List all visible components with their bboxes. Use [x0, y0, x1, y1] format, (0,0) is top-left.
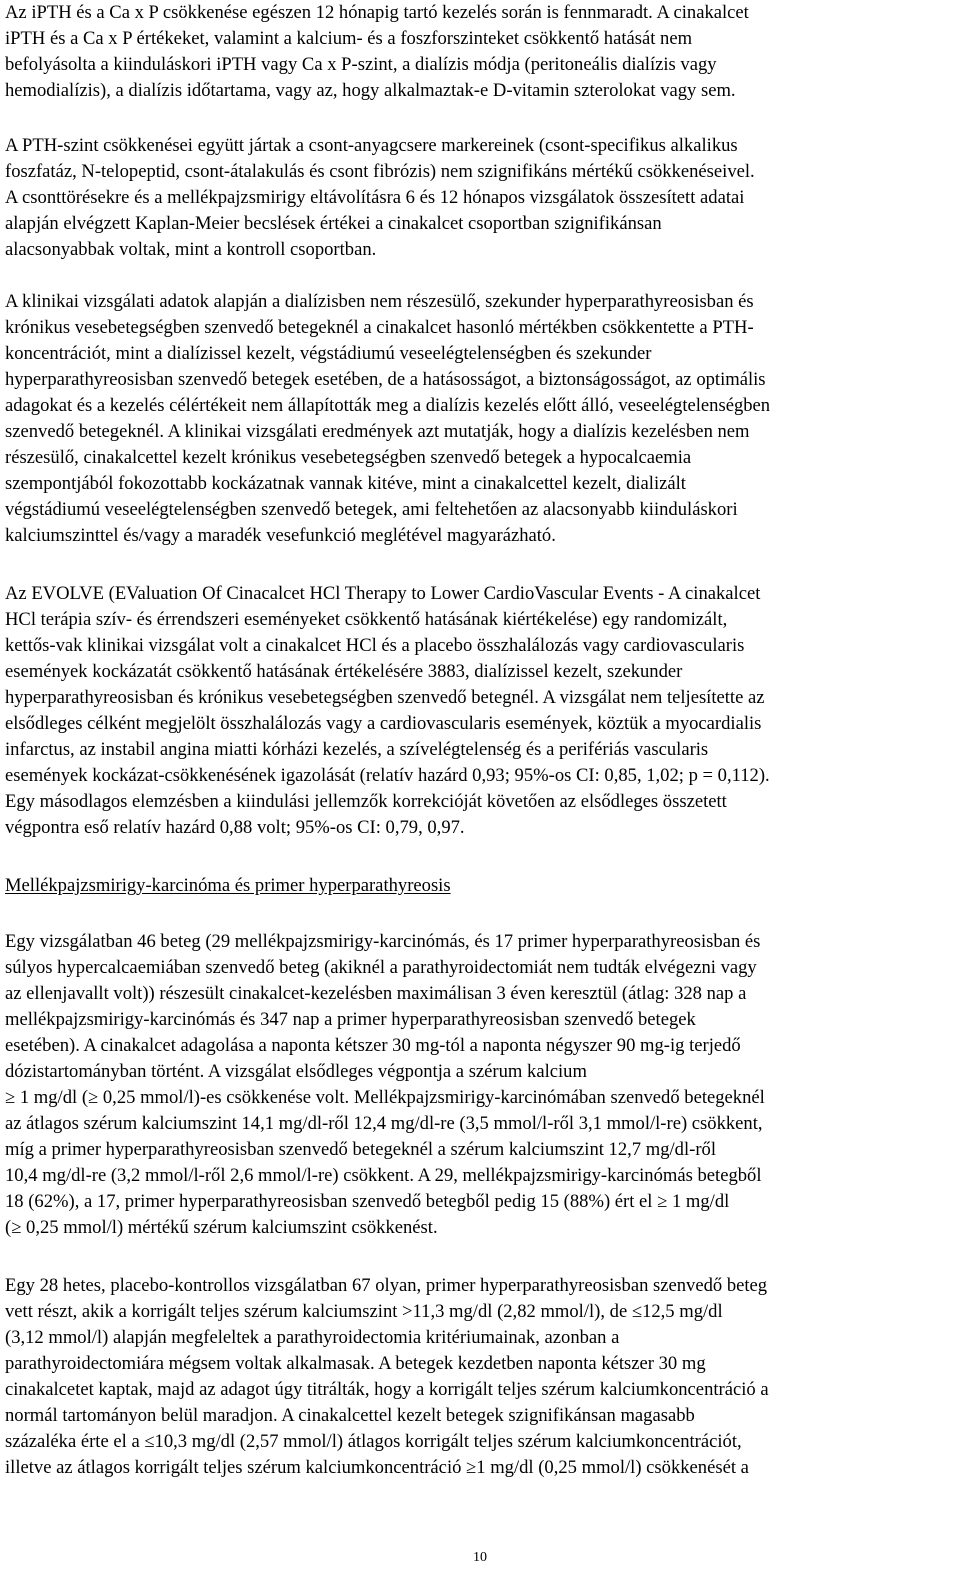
paragraph-2-line-2: foszfatáz, N-telopeptid, csont-átalakulás és csont fibrózis) nem szignifikáns mértékű csökkenéseivel.	[5, 161, 755, 182]
paragraph-3-line-8: szempontjából fokozottabb kockázatnak vannak kitéve, mint a cinakalcettel kezelt, dializált	[5, 473, 686, 494]
paragraph-6-line-1: Egy 28 hetes, placebo-kontrollos vizsgálatban 67 olyan, primer hyperparathyreosisban szenvedő beteg	[5, 1275, 768, 1296]
paragraph-1-line-1: Az iPTH és a Ca x P csökkenése egészen 12 hónapig tartó kezelés során is fennmaradt. A cinakalcet	[5, 2, 749, 23]
paragraph-6-line-5: cinakalcetet kaptak, majd az adagot úgy titrálták, hogy a korrigált teljes szérum kalciumkoncentráció a	[5, 1379, 769, 1400]
paragraph-4-line-2: HCl terápia szív- és érrendszeri eseményeket csökkentő hatásának kiértékelése) egy randomizált,	[5, 609, 728, 630]
paragraph-3-line-3: koncentrációt, mint a dialízissel kezelt, végstádiumú veseelégtelenségben és szekunder	[5, 343, 652, 364]
paragraph-4-line-7: infarctus, az instabil angina miatti kórházi kezelés, a szívelégtelenség és a perifériás vascularis	[5, 739, 709, 760]
paragraph-5-line-8: az átlagos szérum kalciumszint 14,1 mg/dl-ről 12,4 mg/dl-re (3,5 mmol/l-ről 3,1 mmol/l-re) csökkent,	[5, 1113, 763, 1134]
paragraph-5-line-5: esetében). A cinakalcet adagolása a naponta kétszer 30 mg-tól a naponta négyszer 90 mg-ig terjedő	[5, 1035, 741, 1056]
paragraph-2-line-5: alacsonyabbak voltak, mint a kontroll csoportban.	[5, 239, 377, 260]
paragraph-5-line-12: (≥ 0,25 mmol/l) mértékű szérum kalciumszint csökkenést.	[5, 1217, 438, 1238]
paragraph-3-line-10: kalciumszinttel és/vagy a maradék vesefunkció meglétével magyarázható.	[5, 525, 556, 546]
section-heading: Mellékpajzsmirigy-karcinóma és primer hyperparathyreosis	[5, 875, 451, 896]
paragraph-1-line-2: iPTH és a Ca x P értékeket, valamint a kalcium- és a foszforszinteket csökkentő hatását nem	[5, 28, 693, 49]
paragraph-5-line-3: az ellenjavallt volt)) részesült cinakalcet-kezelésben maximálisan 3 éven keresztül (átlag: 328 nap a	[5, 983, 747, 1004]
paragraph-1-line-3: befolyásolta a kiinduláskori iPTH vagy Ca x P-szint, a dialízis módja (peritoneális dialízis vagy	[5, 54, 717, 75]
paragraph-5-line-4: mellékpajzsmirigy-karcinómás és 347 nap a primer hyperparathyreosisban szenvedő betegek	[5, 1009, 696, 1030]
paragraph-4-line-10: végpontra eső relatív hazárd 0,88 volt; 95%-os CI: 0,79, 0,97.	[5, 817, 465, 838]
paragraph-4-line-1: Az EVOLVE (EValuation Of Cinacalcet HCl Therapy to Lower CardioVascular Events - A cinakalcet	[5, 583, 761, 604]
paragraph-3-line-2: krónikus vesebetegségben szenvedő betegeknél a cinakalcet hasonló mértékben csökkentette a PTH-	[5, 317, 754, 338]
paragraph-6-line-6: normál tartományon belül maradjon. A cinakalcettel kezelt betegek szignifikánsan magasabb	[5, 1405, 695, 1426]
paragraph-3-line-4: hyperparathyreosisban szenvedő betegek esetében, de a hatásosságot, a biztonságosságot, az optimális	[5, 369, 766, 390]
paragraph-5-line-9: míg a primer hyperparathyreosisban szenvedő betegeknél a szérum kalciumszint 12,7 mg/dl-ről	[5, 1139, 716, 1160]
paragraph-3-line-5: adagokat és a kezelés célértékeit nem állapították meg a dialízis kezelés előtt álló, veseelégtelenségben	[5, 395, 771, 416]
paragraph-4-line-9: Egy másodlagos elemzésben a kiindulási jellemzők korrekcióját követően az elsődleges összetett	[5, 791, 727, 812]
paragraph-4-line-3: kettős-vak klinikai vizsgálat volt a cinakalcet HCl és a placebo összhalálozás vagy cardiovascularis	[5, 635, 745, 656]
paragraph-3-line-9: végstádiumú veseelégtelenségben szenvedő betegek, ami feltehetően az alacsonyabb kiinduláskori	[5, 499, 738, 520]
paragraph-5-line-11: 18 (62%), a 17, primer hyperparathyreosisban szenvedő betegből pedig 15 (88%) ért el ≥ 1 mg/dl	[5, 1191, 730, 1212]
page-number: 10	[473, 1550, 487, 1565]
paragraph-5-line-7: ≥ 1 mg/dl (≥ 0,25 mmol/l)-es csökkenése volt. Mellékpajzsmirigy-karcinómában szenvedő betegeknél	[5, 1087, 765, 1108]
paragraph-5-line-1: Egy vizsgálatban 46 beteg (29 mellékpajzsmirigy-karcinómás, és 17 primer hyperparathyreosisban és	[5, 931, 761, 952]
paragraph-6-line-3: (3,12 mmol/l) alapján megfeleltek a parathyroidectomia kritériumainak, azonban a	[5, 1327, 620, 1348]
paragraph-3-line-7: részesülő, cinakalcettel kezelt krónikus vesebetegségben szenvedő betegek a hypocalcaemia	[5, 447, 692, 468]
paragraph-1-line-4: hemodialízis), a dialízis időtartama, vagy az, hogy alkalmaztak-e D-vitamin szterolokat vagy sem.	[5, 80, 736, 101]
paragraph-5-line-6: dózistartományban történt. A vizsgálat elsődleges végpontja a szérum kalcium	[5, 1061, 587, 1082]
paragraph-2-line-3: A csonttörésekre és a mellékpajzsmirigy eltávolításra 6 és 12 hónapos vizsgálatok összesített adatai	[5, 187, 745, 208]
paragraph-6-line-7: százaléka érte el a ≤10,3 mg/dl (2,57 mmol/l) átlagos korrigált teljes szérum kalciumkoncentrációt,	[5, 1431, 742, 1452]
paragraph-2-line-1: A PTH-szint csökkenései együtt jártak a csont-anyagcsere markereinek (csont-specifikus alkalikus	[5, 135, 738, 156]
paragraph-3-line-1: A klinikai vizsgálati adatok alapján a dialízisben nem részesülő, szekunder hyperparathyreosisban és	[5, 291, 754, 312]
paragraph-2-line-4: alapján elvégzett Kaplan-Meier becslések értékei a cinakalcet csoportban szignifikánsan	[5, 213, 662, 234]
paragraph-4-line-6: elsődleges célként megjelölt összhalálozás vagy a cardiovascularis események, köztük a myocardialis	[5, 713, 762, 734]
paragraph-5-line-10: 10,4 mg/dl-re (3,2 mmol/l-ről 2,6 mmol/l-re) csökkent. A 29, mellékpajzsmirigy-karcinómás betegből	[5, 1165, 762, 1186]
paragraph-6-line-8: illetve az átlagos korrigált teljes szérum kalciumkoncentráció ≥1 mg/dl (0,25 mmol/l) csökkenését a	[5, 1457, 749, 1478]
paragraph-5-line-2: súlyos hypercalcaemiában szenvedő beteg (akiknél a parathyroidectomiát nem tudták elvégezni vagy	[5, 957, 757, 978]
paragraph-6-line-2: vett részt, akik a korrigált teljes szérum kalciumszint >11,3 mg/dl (2,82 mmol/l), de ≤12,5 mg/dl	[5, 1301, 723, 1322]
paragraph-4-line-8: események kockázat-csökkenésének igazolását (relatív hazárd 0,93; 95%-os CI: 0,85, 1,02; p = 0,112).	[5, 765, 770, 786]
paragraph-3-line-6: szenvedő betegeknél. A klinikai vizsgálati eredmények azt mutatják, hogy a dialízis kezelésben nem	[5, 421, 750, 442]
paragraph-4-line-5: hyperparathyreosisban és krónikus vesebetegségben szenvedő betegnél. A vizsgálat nem teljesítette az	[5, 687, 765, 708]
paragraph-4-line-4: események kockázatát csökkentő hatásának értékelésére 3883, dialízissel kezelt, szekunder	[5, 661, 683, 682]
paragraph-6-line-4: parathyroidectomiára mégsem voltak alkalmasak. A betegek kezdetben naponta kétszer 30 mg	[5, 1353, 706, 1374]
